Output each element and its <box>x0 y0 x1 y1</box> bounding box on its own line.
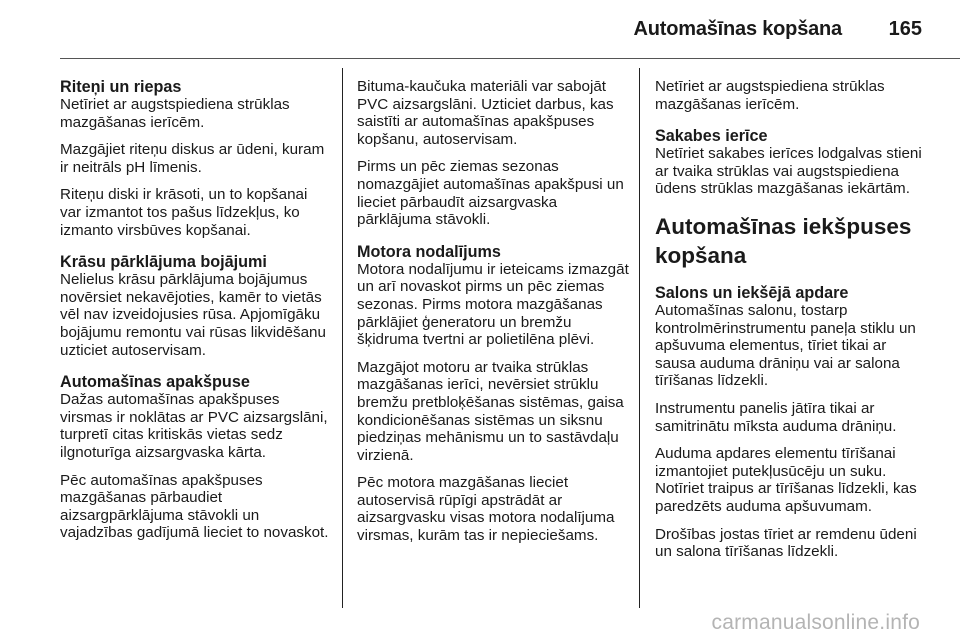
paragraph: Pēc motora mazgāšanas lieciet autoservisā rūpīgi apstrādāt ar aizsargvasku visas motora nodalījuma virsmas, kurām tas ir nepieciešams. <box>357 474 615 545</box>
paragraph: Netīriet ar augstspiediena strūklas mazgāšanas ierīcēm. <box>60 96 290 131</box>
paragraph: Dažas automašīnas apakšpuses virsmas ir noklātas ar PVC aizsargslāni, turpretī citas kritiskās vietas sedz ilgnoturīga aizsargvaska kārta. <box>60 391 328 461</box>
column-divider <box>639 68 640 608</box>
paragraph: Motora nodalījumu ir ieteicams izmazgāt un arī novaskot pirms un pēc ziemas sezonas. Pirms motora mazgāšanas pārklājiet ģeneratoru un bremžu šķidruma tvertni ar polietilēna plēvi. <box>357 260 629 349</box>
paragraph: Drošības jostas tīriet ar remdenu ūdeni un salona tīrīšanas līdzekli. <box>655 525 917 561</box>
section-heading: Riteņi un riepas <box>60 78 182 96</box>
header-rule <box>60 58 960 59</box>
paragraph: Riteņu diski ir krāsoti, un to kopšanai var izmantot tos pašus līdzekļus, ko izmanto virsbūves kopšanai. <box>60 186 308 239</box>
page-title: Automašīnas kopšana <box>633 18 842 40</box>
paragraph: Instrumentu panelis jātīra tikai ar samitrinātu mīksta auduma drāniņu. <box>655 399 897 435</box>
page-number: 165 <box>888 18 922 40</box>
paragraph: Pirms un pēc ziemas sezonas nomazgājiet automašīnas apakšpusi un lieciet pārbaudīt aizsargvaska pārklājuma stāvokli. <box>357 158 624 229</box>
paragraph: Mazgājot motoru ar tvaika strūklas mazgāšanas ierīci, nevērsiet strūklu bremžu pretbloķēšanas sistēmas, gaisa kondicionēšanas sistēmas un siksnu piedziņas mehānismu un to sastāvdaļu virzienā. <box>357 358 624 464</box>
column-3 <box>655 78 927 561</box>
paragraph: Bituma-kaučuka materiāli var sabojāt PVC aizsargslāni. Uzticiet darbus, kas saistīti ar automašīnas apakšpuses kopšanu, autoservisam. <box>357 78 614 148</box>
paragraph: Netīriet sakabes ierīces lodgalvas stieni ar tvaika strūklas vai augstspiediena ūdens strūklas mazgāšanas iekārtām. <box>655 145 922 198</box>
column-2 <box>357 78 629 545</box>
paragraph: Nelielus krāsu pārklājuma bojājumus novērsiet nekavējoties, kamēr to vietās vēl nav izveidojusies rūsa. Apjomīgāku bojājumu remontu vai rūsas likvidēšanu uzticiet autoservisam. <box>60 271 326 359</box>
watermark: carmanualsonline.info <box>711 611 920 634</box>
column-divider <box>342 68 343 608</box>
section-heading: Krāsu pārklājuma bojājumi <box>60 253 267 272</box>
section-heading: Salons un iekšējā apdare <box>655 283 849 302</box>
paragraph: Auduma apdares elementu tīrīšanai izmantojiet putekļusūcēju un suku. Notīriet traipus ar tīrīšanas līdzekli, kas paredzēts auduma apšuvumam. <box>655 445 917 515</box>
chapter-heading: Automašīnas iekšpuses kopšana <box>655 213 912 268</box>
page-header <box>0 0 960 50</box>
section-heading: Automašīnas apakšpuse <box>60 373 250 392</box>
paragraph: Automašīnas salonu, tostarp kontrolmērinstrumentu paneļa stiklu un apšuvuma elementus, tīriet tikai ar sausa auduma drāniņu vai ar salona tīrīšanas līdzekli. <box>655 301 916 390</box>
section-heading: Motora nodalījums <box>357 242 501 261</box>
paragraph: Mazgājiet riteņu diskus ar ūdeni, kuram ir neitrāls pH līmenis. <box>60 141 325 176</box>
section-heading: Sakabes ierīce <box>655 127 768 146</box>
paragraph: Pēc automašīnas apakšpuses mazgāšanas pārbaudiet aizsargpārklājuma stāvokli un vajadzības gadījumā lieciet to novaskot. <box>60 471 329 542</box>
paragraph: Netīriet ar augstspiediena strūklas mazgāšanas ierīcēm. <box>655 78 885 113</box>
column-1 <box>60 78 332 542</box>
